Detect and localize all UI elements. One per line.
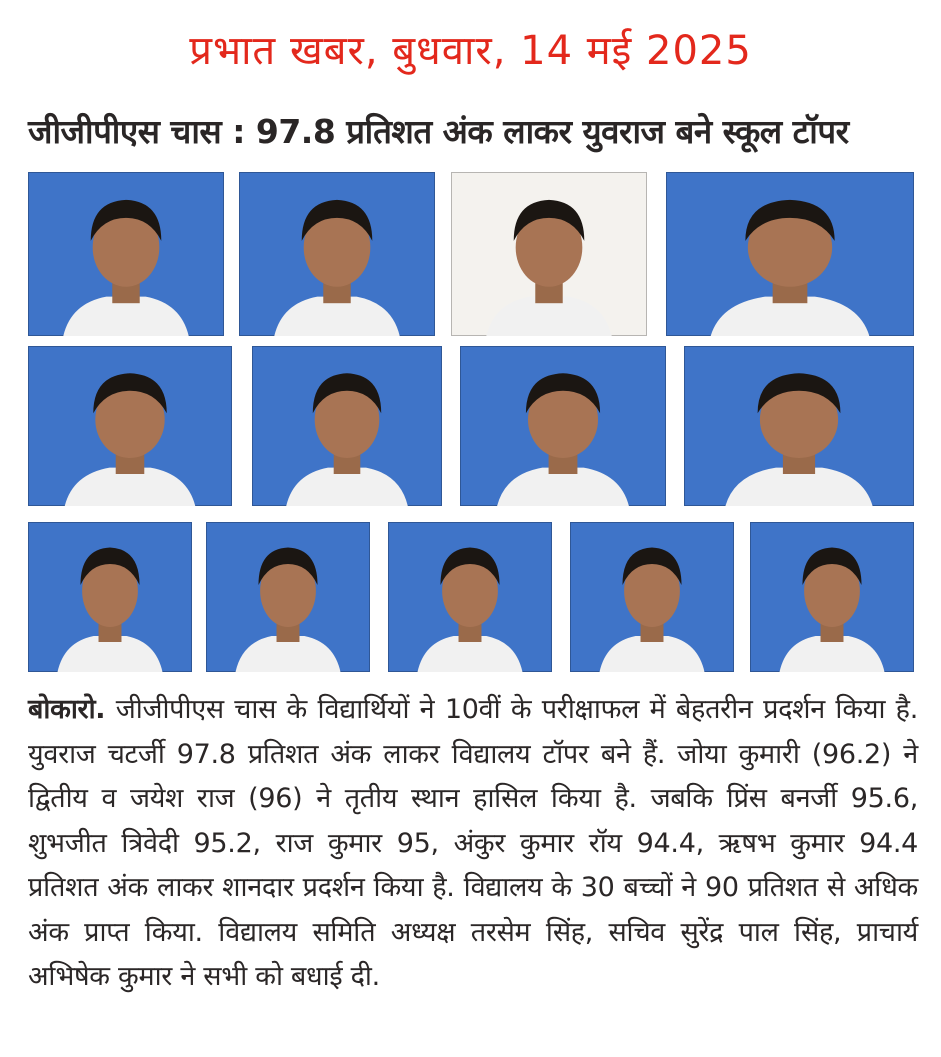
- article-dateline: बोकारो.: [28, 694, 106, 725]
- student-photo-12: [570, 522, 734, 672]
- portrait-silhouette: [451, 172, 647, 336]
- student-photo-10: [206, 522, 370, 672]
- portrait-silhouette: [570, 522, 734, 672]
- portrait-silhouette: [388, 522, 552, 672]
- portrait-silhouette: [28, 172, 224, 336]
- student-photo-3: [451, 172, 647, 336]
- portrait-silhouette: [684, 346, 914, 506]
- student-photo-13: [750, 522, 914, 672]
- student-photo-2: [239, 172, 435, 336]
- article-body: [28, 688, 918, 1000]
- portrait-silhouette: [460, 346, 666, 506]
- portrait-silhouette: [750, 522, 914, 672]
- student-photo-7: [460, 346, 666, 506]
- portrait-silhouette: [239, 172, 435, 336]
- article-headline: जीजीपीएस चास : 97.8 प्रतिशत अंक लाकर युवराज बने स्कूल टॉपर: [28, 112, 849, 151]
- student-photo-9: [28, 522, 192, 672]
- portrait-silhouette: [28, 346, 232, 506]
- portrait-silhouette: [252, 346, 442, 506]
- student-photo-8: [684, 346, 914, 506]
- student-photo-4: [666, 172, 914, 336]
- portrait-silhouette: [28, 522, 192, 672]
- student-photo-11: [388, 522, 552, 672]
- portrait-silhouette: [666, 172, 914, 336]
- portrait-silhouette: [206, 522, 370, 672]
- student-photo-5: [28, 346, 232, 506]
- masthead-date-line: प्रभात खबर, बुधवार, 14 मई 2025: [189, 28, 752, 74]
- student-photo-6: [252, 346, 442, 506]
- student-photo-1: [28, 172, 224, 336]
- article-text: जीजीपीएस चास के विद्यार्थियों ने 10वीं के परीक्षाफल में बेहतरीन प्रदर्शन किया है. युवराज चटर्जी 97.8 प्रतिशत अंक लाकर विद्यालय टॉपर बने हैं. जोया कुमारी (96.2) ने द्वितीय व जयेश राज (96) ने तृतीय स्थान हासिल किया है. जबकि प्रिंस बनर्जी 95.6, शुभजीत त्रिवेदी 95.2, राज कुमार 95, अंकुर कुमार रॉय 94.4, ऋषभ कुमार 94.4 प्रतिशत अंक लाकर शानदार प्रदर्शन किया है. विद्यालय के 30 बच्चों ने 90 प्रतिशत से अधिक अंक प्राप्त किया. विद्यालय समिति अध्यक्ष तरसेम सिंह, सचिव सुरेंद्र पाल सिंह, प्राचार्य अभिषेक कुमार ने सभी को बधाई दी.: [28, 694, 918, 992]
